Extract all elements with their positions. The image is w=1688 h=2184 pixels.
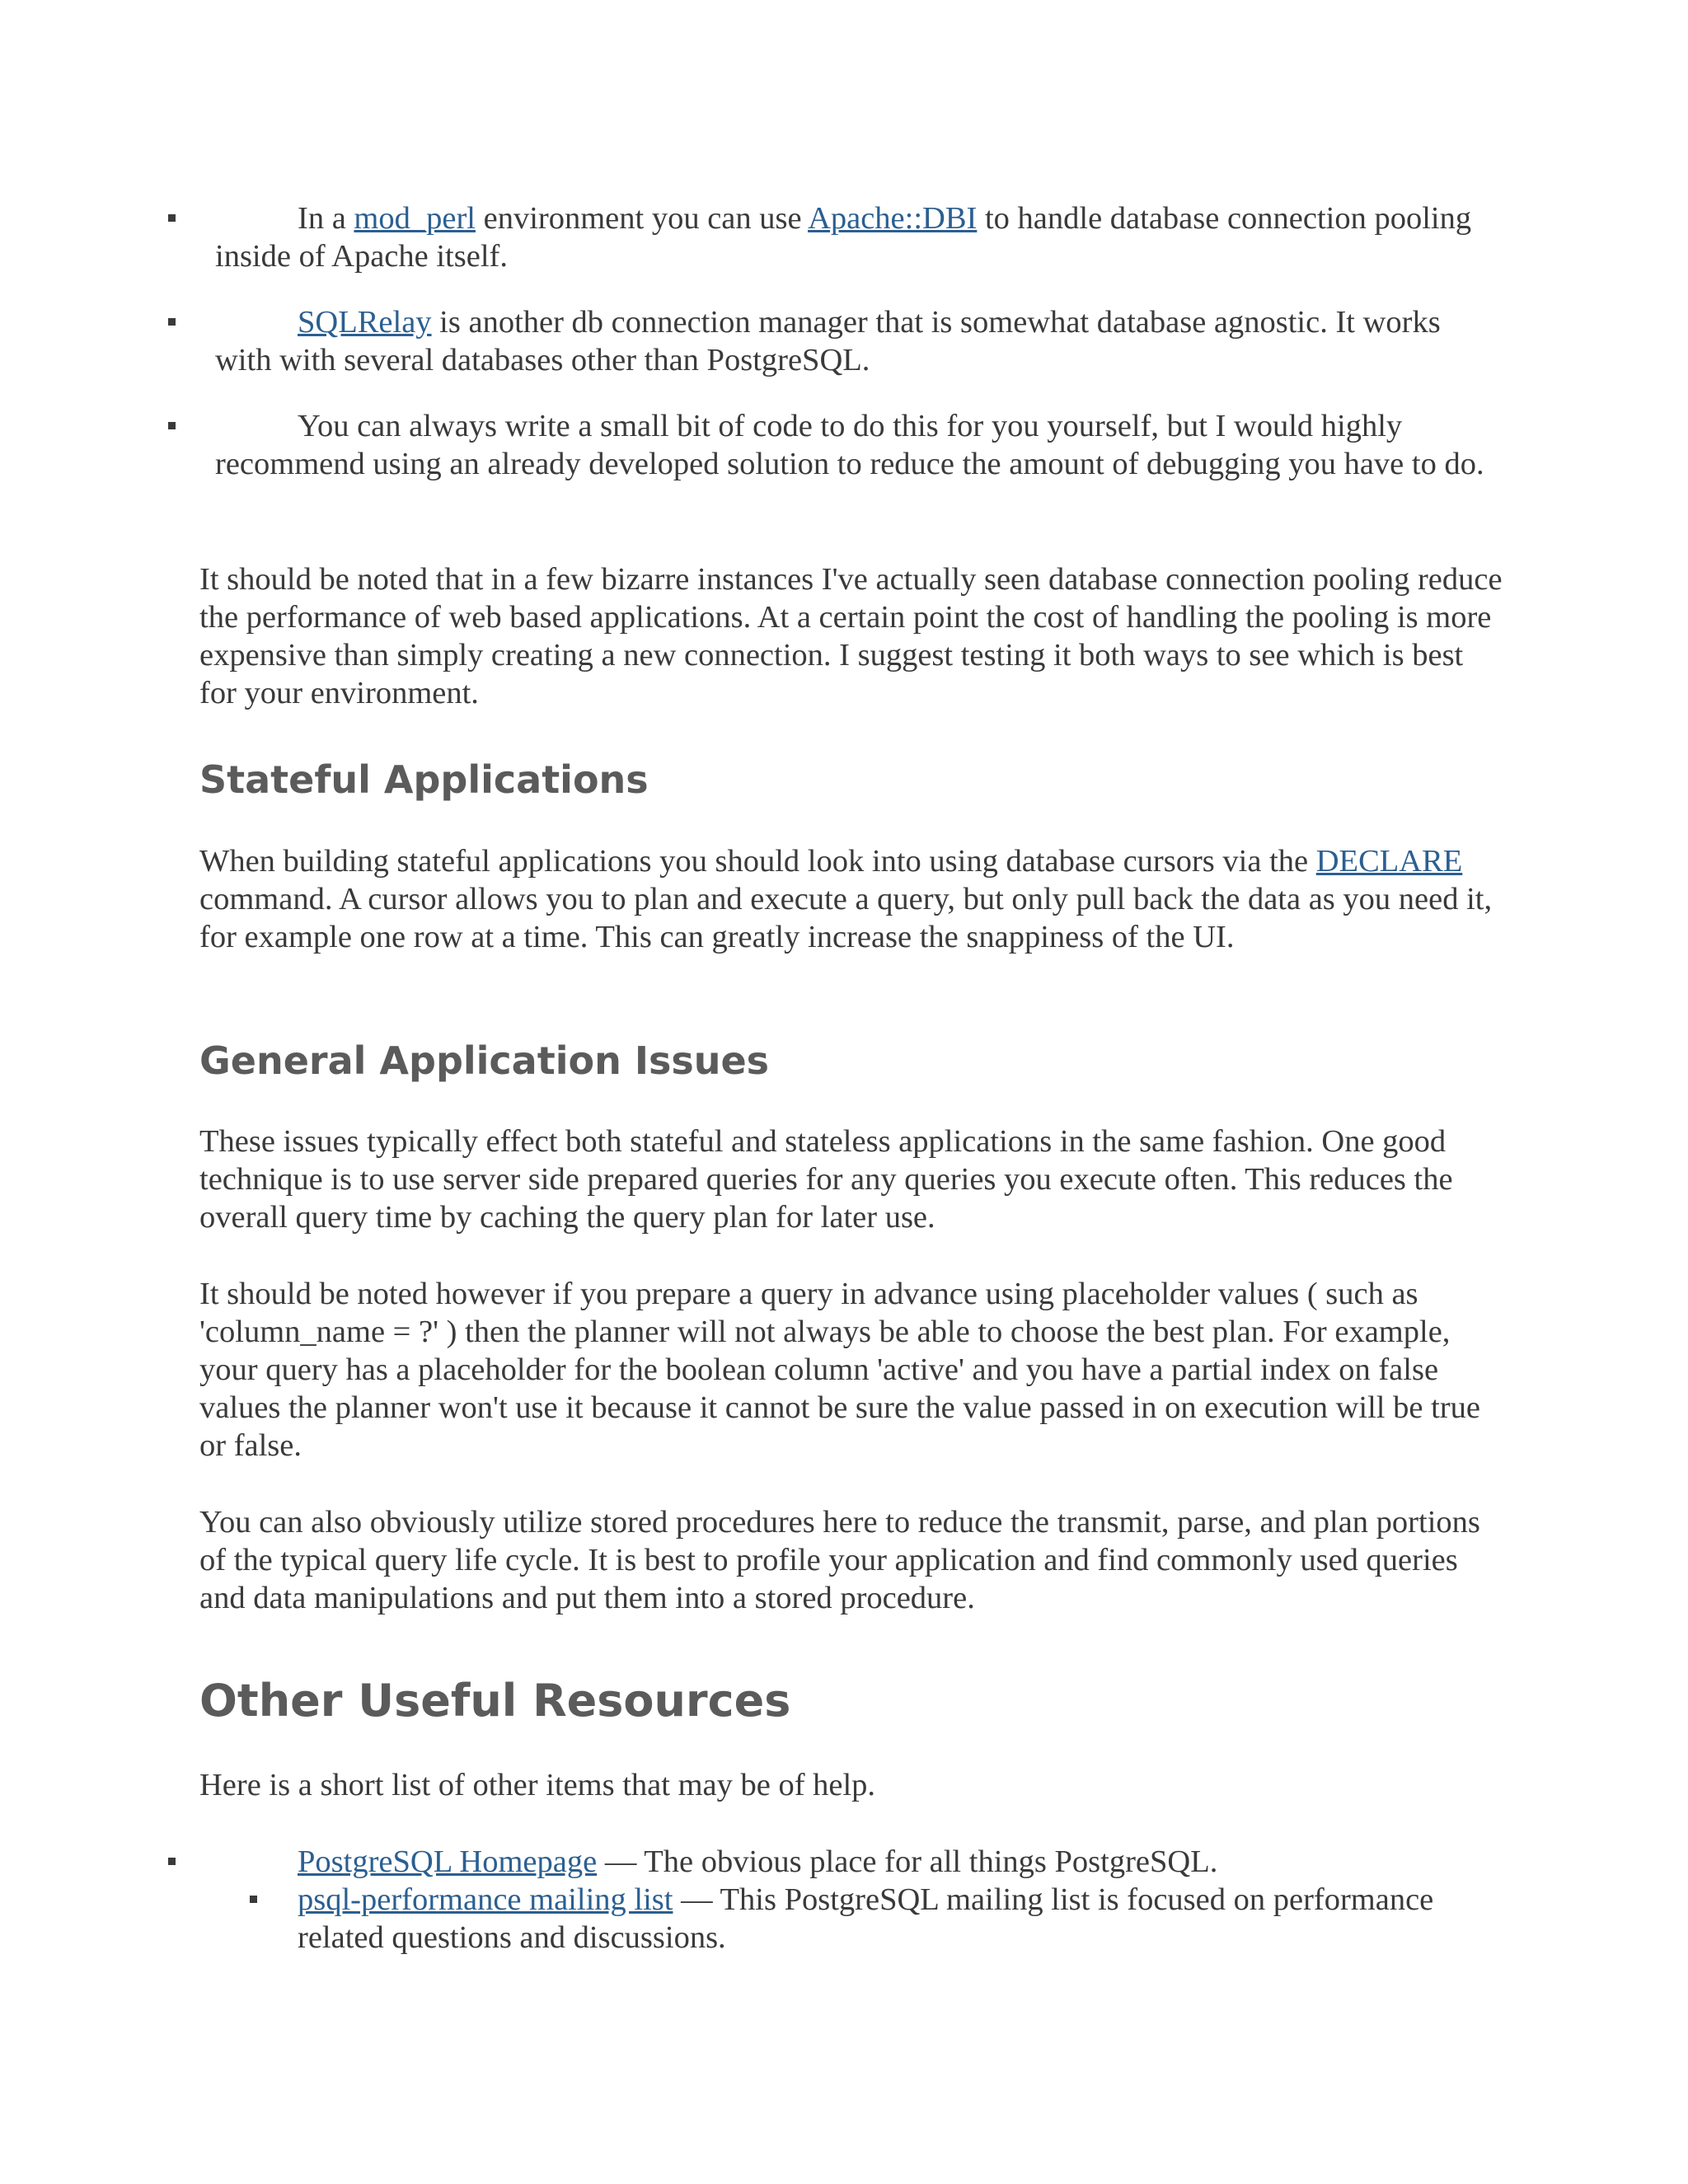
stateful-paragraph	[199, 842, 1506, 956]
list-bullet	[250, 1896, 257, 1903]
general-heading: General Application Issues	[199, 1038, 770, 1083]
list-item-apache-dbi	[215, 199, 1501, 275]
paragraph-text: command. A cursor allows you to plan and execute a query, but only pull back the data as you need it, for example one row at a time. This can greatly increase the snappiness of the UI.	[199, 882, 1493, 954]
list-bullet	[168, 214, 176, 222]
resource-item-mailing-list	[298, 1881, 1501, 1957]
resources-heading: Other Useful Resources	[199, 1675, 791, 1727]
resource-item-homepage	[215, 1843, 1501, 1881]
list-bullet	[168, 318, 176, 326]
general-paragraph-3: You can also obviously utilize stored procedures here to reduce the transmit, parse, and plan portions of the typical query life cycle. It is best to profile your application and find commonly used queries and data manipulations and put them into a stored procedure.	[199, 1505, 1480, 1615]
general-paragraph-1: These issues typically effect both stateful and stateless applications in the same fashion. One good technique is to use server side prepared queries for any queries you execute often. This reduces the overall query time by caching the query plan for later use.	[199, 1124, 1453, 1235]
declare-link[interactable]: DECLARE	[1315, 844, 1463, 879]
list-bullet	[168, 1858, 176, 1865]
paragraph-text: When building stateful applications you should look into using database cursors via the	[199, 844, 1316, 879]
pooling-paragraph: It should be noted that in a few bizarre instances I've actually seen database connection pooling reduce the performance of web based applications. At a certain point the cost of handling the pooling is more expensive than simply creating a new connection. I suggest testing it both ways to see which is best for your environment.	[199, 562, 1503, 710]
item-text: You can always write a small bit of code to do this for you yourself, but I would highly recommend using an already developed solution to reduce the amount of debugging you have to do.	[215, 409, 1484, 481]
apache-dbi-link[interactable]: Apache::DBI	[808, 201, 978, 236]
sqlrelay-link[interactable]: SQLRelay	[298, 305, 432, 340]
mod-perl-link[interactable]: mod_perl	[354, 201, 476, 236]
stateful-heading: Stateful Applications	[199, 757, 649, 802]
general-paragraph-2: It should be noted however if you prepare a query in advance using placeholder values ( such as 'column_name = ?' ) then the planner will not always be able to choose the best plan. For example, your query has a placeholder for the boolean column 'active' and you have a partial index on false values the planner won't use it because it cannot be sure the value passed in on execution will be true or false.	[199, 1277, 1480, 1463]
item-text: — The obvious place for all things PostgreSQL.	[597, 1844, 1218, 1879]
resources-intro: Here is a short list of other items that may be of help.	[199, 1768, 876, 1802]
list-item-custom-code	[215, 407, 1501, 483]
item-text: to handle database connection pooling inside of Apache itself.	[215, 201, 1472, 274]
psql-performance-link[interactable]: psql-performance mailing list	[298, 1882, 673, 1917]
item-text: In a	[298, 201, 354, 236]
item-text: environment you can use	[475, 201, 809, 236]
list-bullet	[168, 422, 176, 429]
postgresql-homepage-link[interactable]: PostgreSQL Homepage	[298, 1844, 598, 1879]
item-text: is another db connection manager that is somewhat database agnostic. It works with with several databases other than PostgreSQL.	[215, 305, 1441, 377]
item-text: — This PostgreSQL mailing list is focused on performance related questions and discussions.	[298, 1882, 1434, 1955]
list-item-sqlrelay	[215, 303, 1501, 379]
